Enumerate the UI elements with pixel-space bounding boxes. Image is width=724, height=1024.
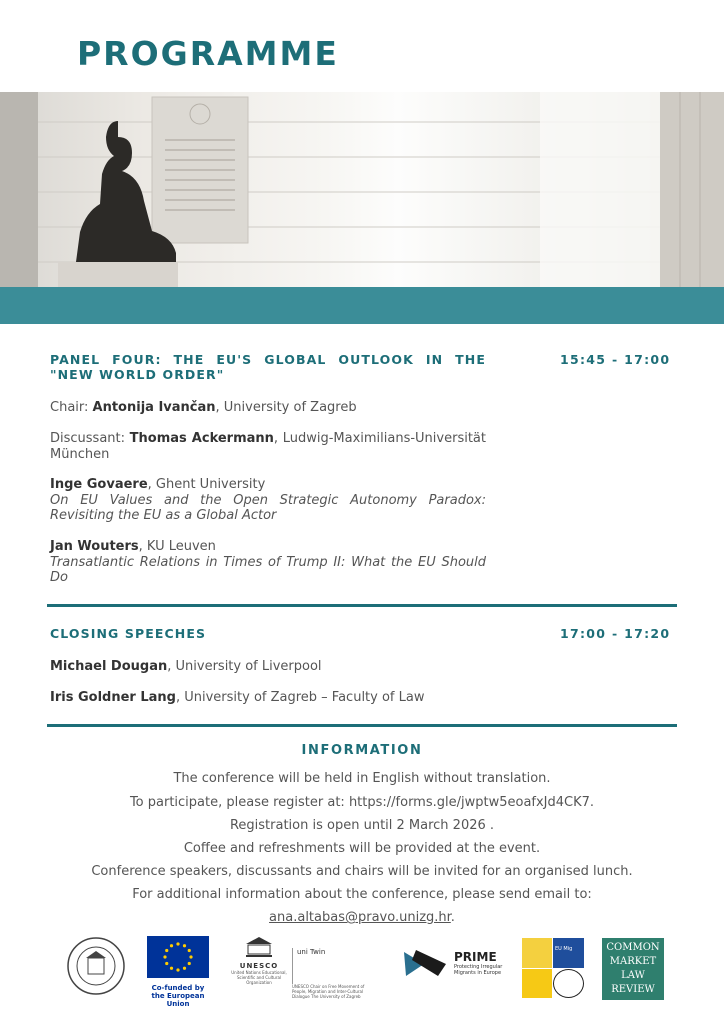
speaker-name: Iris Goldner Lang: [50, 690, 176, 705]
speaker-1: [50, 477, 486, 524]
closing-heading: CLOSING SPEECHES: [50, 626, 207, 641]
speaker-name: Jan Wouters: [50, 539, 139, 554]
speaker-affiliation: , University of Zagreb – Faculty of Law: [175, 690, 425, 705]
eu-caption-2: the European Union: [151, 992, 205, 1008]
chair-affiliation: , University of Zagreb: [215, 400, 357, 415]
speaker-affiliation: , KU Leuven: [138, 539, 216, 554]
eu-star: [165, 962, 168, 965]
panel-four-discussant: [50, 431, 486, 462]
closing-speaker-2: [50, 690, 550, 706]
hero-photo: [0, 92, 724, 287]
cmlr-line-1: COMMON: [606, 942, 660, 953]
info-line: For additional information about the conference, please send email to:: [132, 887, 592, 902]
unitwin-caption: UNESCO Chair on Free Movement of People, Migration and Inter-Cultural Dialogue The University of Zagreb: [292, 984, 365, 999]
eu-star: [170, 967, 173, 970]
page-title: PROGRAMME: [77, 34, 339, 73]
eumig-logo: [522, 938, 584, 998]
chair-label: Chair:: [50, 400, 93, 415]
cmlr-line-3: LAW: [621, 970, 645, 981]
speaker-name: Michael Dougan: [50, 659, 168, 674]
closing-time: 17:00 - 17:20: [560, 626, 671, 641]
email-suffix: .: [450, 910, 455, 925]
info-line: The conference will be held in English without translation.: [173, 771, 551, 786]
eu-star: [183, 967, 186, 970]
prime-logo: [402, 948, 450, 982]
discussant-affiliation: , Ludwig-Maximilians-Universität München: [50, 431, 486, 462]
eu-star: [165, 949, 168, 952]
hero-banner: [0, 92, 724, 324]
eu-star: [170, 944, 173, 947]
email-link[interactable]: ana.altabas@pravo.unizg.hr: [269, 910, 451, 925]
speaker-2: [50, 539, 486, 586]
unesco-temple-icon: [244, 936, 274, 958]
info-line: To participate, please register at: https://forms.gle/jwptw5eoafxJd4CK7.: [129, 795, 595, 810]
eu-star: [176, 942, 179, 945]
eu-caption-1: Co-funded by: [151, 984, 205, 992]
closing-speaker-1: [50, 659, 550, 675]
speaker-name: Inge Govaere: [50, 477, 148, 492]
unesco-caption: United Nations Educational, Scientific and Cultural Organization: [231, 970, 287, 985]
discussant-name: Thomas Ackermann: [129, 431, 274, 446]
unitwin-text: uni Twin: [297, 948, 326, 956]
eu-star: [163, 955, 166, 958]
speaker-affiliation: , University of Liverpool: [167, 659, 322, 674]
panel-four-heading: PANEL FOUR: THE EU'S GLOBAL OUTLOOK IN THE "NEW WORLD ORDER": [50, 352, 486, 382]
eu-star: [188, 949, 191, 952]
chair-name: Antonija Ivančan: [92, 400, 216, 415]
eu-star: [183, 944, 186, 947]
section-divider: [47, 604, 677, 607]
eu-cofunded-logo: [141, 936, 215, 1008]
cmlr-line-2: MARKET: [609, 956, 657, 967]
eu-star: [176, 968, 179, 971]
cmlr-logo: [602, 938, 664, 1000]
panel-four-chair: [50, 400, 486, 416]
university-seal-logo: [66, 936, 126, 1000]
prime-mark-icon: [402, 948, 450, 978]
info-line: Registration is open until 2 March 2026 .: [229, 818, 495, 833]
unesco-text: UNESCO: [239, 962, 279, 970]
information-heading: INFORMATION: [301, 743, 423, 758]
talk-title: Transatlantic Relations in Times of Trump II: What the EU Should Do: [50, 554, 486, 585]
cmlr-line-4: REVIEW: [611, 984, 655, 995]
talk-title: On EU Values and the Open Strategic Autonomy Paradox: Revisiting the EU as a Global Actor: [50, 492, 486, 523]
panel-four-time: 15:45 - 17:00: [560, 352, 671, 367]
unitwin-logo: [292, 936, 374, 999]
speaker-affiliation: , Ghent University: [147, 477, 266, 492]
prime-caption: Protecting Irregular Migrants in Europe: [454, 964, 503, 976]
info-line: Conference speakers, discussants and chairs will be invited for an organised lunch.: [91, 864, 633, 879]
unesco-logo: [226, 936, 292, 985]
eumig-text: EU Mig: [553, 938, 584, 968]
prime-text: PRIME: [454, 950, 497, 964]
eu-flag-icon: [147, 936, 209, 978]
eu-star: [189, 955, 192, 958]
discussant-label: Discussant:: [50, 431, 130, 446]
eu-star: [188, 962, 191, 965]
prime-text-block: [454, 950, 514, 976]
section-divider: [47, 724, 677, 727]
hero-teal-band: [0, 287, 724, 324]
info-line: Coffee and refreshments will be provided at the event.: [183, 841, 541, 856]
info-email-line: [0, 910, 724, 925]
hero-photo-illustration: [0, 92, 724, 287]
